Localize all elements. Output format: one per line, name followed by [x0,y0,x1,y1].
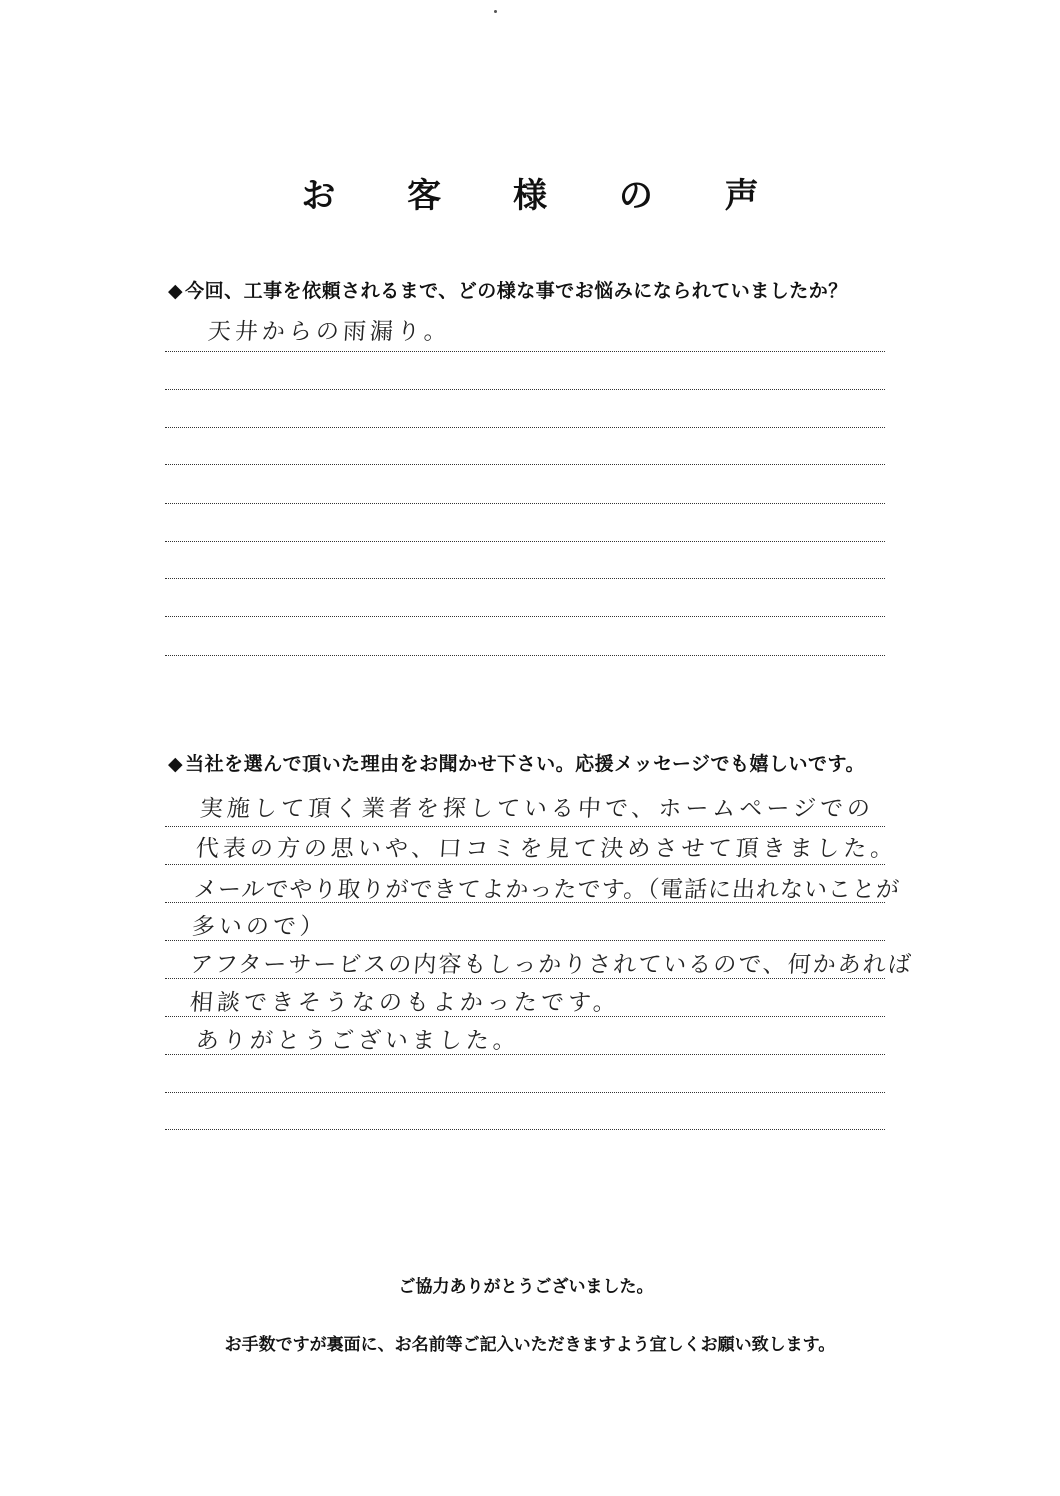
answer-2-line-2: 代表の方の思いや、口コミを見て決めさせて頂きました。 [194,836,899,862]
scan-speck [494,10,497,13]
question-2 [168,749,865,776]
answer-1-rule [165,351,885,352]
diamond-icon: ◆ [168,753,184,775]
question-2-text: 当社を選んで頂いた理由をお聞かせ下さい。応援メッセージでも嬉しいです。 [185,753,865,775]
answer-2-line-4: 多いので） [190,914,328,940]
page-title: お 客 様 の 声 [301,176,789,216]
answer-1-rule [165,541,885,542]
answer-1-rule [165,464,885,465]
question-1 [168,276,848,303]
answer-1-line-1: 天井からの雨漏り。 [206,319,452,345]
closing-thanks: ご協力ありがとうございました。 [398,1277,654,1297]
answer-2-rule [165,864,885,865]
answer-2-rule [165,826,885,827]
answer-1-rule [165,389,885,390]
answer-2-rule [165,1092,885,1093]
question-1-text: 今回、工事を依頼されるまで、どの様な事でお悩みになられていましたか？ [185,280,848,302]
answer-2-rule [165,978,885,979]
answer-2-line-6: 相談できそうなのもよかったです。 [188,990,621,1016]
closing-request: お手数ですが裏面に、お名前等ご記入いただきますよう宜しくお願い致します。 [224,1335,836,1355]
answer-2-line-3: メールでやり取りができてよかったです。（電話に出れないことが [192,877,901,903]
answer-2-line-7: ありがとうございました。 [194,1028,521,1054]
answer-2-rule [165,940,885,941]
diamond-icon: ◆ [168,280,184,302]
answer-1-rule [165,616,885,617]
answer-2-line-5: アフターサービスの内容もしっかりされているので、何かあれば [188,952,914,978]
answer-1-rule [165,578,885,579]
answer-1-rule [165,655,885,656]
answer-1-rule [165,427,885,428]
answer-2-rule [165,1016,885,1017]
answer-2-rule [165,1129,885,1130]
answer-2-rule [165,902,885,903]
answer-1-rule [165,503,885,504]
answer-2-rule [165,1054,885,1055]
answer-2-line-1: 実施して頂く業者を探している中で、ホームページでの [198,796,875,822]
